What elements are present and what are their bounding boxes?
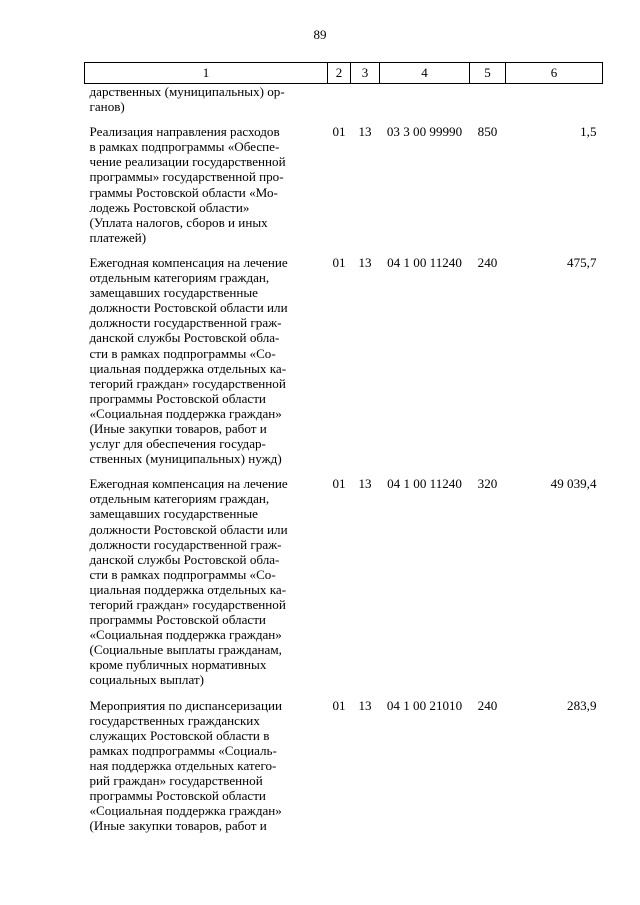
- description-line: граммы Ростовской области «Мо-: [89, 184, 278, 200]
- description-line: (Социальные выплаты гражданам,: [89, 642, 282, 658]
- cell-section: 01: [332, 254, 346, 270]
- column-header-1: 1: [85, 63, 328, 84]
- description-line: ганов): [89, 99, 125, 115]
- description-line: Мероприятия по диспансеризации: [89, 697, 282, 713]
- cell-expense-type: 240: [477, 254, 498, 270]
- description-line: лодежь Ростовской области»: [89, 199, 250, 215]
- cell-section: [328, 84, 351, 125]
- description-line: отдельным категориям граждан,: [89, 270, 270, 286]
- description-line: данской службы Ростовской обла-: [89, 330, 280, 346]
- cell-amount: [506, 84, 603, 125]
- description-line: кроме публичных нормативных: [89, 657, 267, 673]
- cell-target-article: 04 1 00 11240: [387, 254, 462, 270]
- cell-amount: 283,9: [567, 697, 597, 713]
- table-row: [85, 124, 603, 255]
- description-line: замещавших государственные: [89, 506, 258, 522]
- column-header-3: 3: [351, 63, 380, 84]
- table-row: [85, 255, 603, 476]
- cell-subsection: 13: [358, 697, 372, 713]
- table-row: [85, 698, 603, 844]
- description-line: «Социальная поддержка граждан»: [89, 627, 282, 643]
- cell-subsection: 13: [358, 124, 372, 140]
- description-line: ная поддержка отдельных катего-: [89, 757, 277, 773]
- column-header-4: 4: [380, 63, 470, 84]
- description-line: должности государственной граж-: [89, 536, 282, 552]
- column-header-2: 2: [328, 63, 351, 84]
- description-line: рамках подпрограммы «Социаль-: [89, 742, 277, 758]
- description-line: Ежегодная компенсация на лечение: [89, 254, 288, 270]
- description-line: Реализация направления расходов: [89, 124, 280, 140]
- column-header-5: 5: [470, 63, 506, 84]
- cell-expense-type: 320: [477, 476, 498, 492]
- description-line: ственных (муниципальных) нужд): [89, 451, 282, 467]
- description-line: служащих Ростовской области в: [89, 727, 270, 743]
- cell-subsection: [351, 84, 380, 125]
- description-line: программы Ростовской области: [89, 390, 266, 406]
- page-number: 89: [313, 27, 327, 42]
- cell-amount: 475,7: [567, 254, 597, 270]
- row-description: [85, 255, 328, 476]
- cell-expense-type: 850: [477, 124, 498, 140]
- description-line: «Социальная поддержка граждан»: [89, 405, 282, 421]
- description-line: государственных гражданских: [89, 712, 260, 728]
- description-line: дарственных (муниципальных) ор-: [89, 84, 285, 99]
- description-line: (Иные закупки товаров, работ и: [89, 818, 267, 834]
- row-description: [85, 84, 328, 125]
- description-line: услуг для обеспечения государ-: [89, 436, 266, 452]
- row-description: [85, 476, 328, 697]
- cell-amount: 49 039,4: [550, 476, 597, 492]
- cell-section: 01: [332, 124, 346, 140]
- description-line: сти в рамках подпрограммы «Со-: [89, 566, 276, 582]
- row-description: [85, 124, 328, 255]
- description-line: платежей): [89, 229, 147, 245]
- description-line: циальная поддержка отдельных ка-: [89, 360, 287, 376]
- cell-expense-type: [470, 84, 506, 125]
- description-line: программы Ростовской области: [89, 788, 266, 804]
- description-line: данской службы Ростовской обла-: [89, 551, 280, 567]
- cell-section: 01: [332, 476, 346, 492]
- cell-target-article: 04 1 00 21010: [386, 697, 463, 713]
- cell-subsection: 13: [358, 476, 372, 492]
- description-line: должности Ростовской области или: [89, 300, 288, 316]
- cell-subsection: 13: [358, 254, 372, 270]
- cell-expense-type: 240: [477, 697, 498, 713]
- budget-table: [84, 62, 603, 843]
- table-header-row: [85, 63, 603, 84]
- cell-section: 01: [332, 697, 346, 713]
- description-line: отдельным категориям граждан,: [89, 491, 270, 507]
- description-line: замещавших государственные: [89, 285, 258, 301]
- description-line: должности государственной граж-: [89, 315, 282, 331]
- description-line: чение реализации государственной: [89, 154, 286, 170]
- description-line: Ежегодная компенсация на лечение: [89, 476, 288, 492]
- cell-target-article: 03 3 00 99990: [386, 124, 463, 140]
- cell-amount: 1,5: [580, 124, 597, 140]
- description-line: программы» государственной про-: [89, 169, 284, 185]
- table-row: [85, 84, 603, 125]
- description-line: в рамках подпрограммы «Обеспе-: [89, 139, 280, 155]
- cell-target-article: [380, 84, 470, 125]
- column-header-6: 6: [506, 63, 603, 84]
- description-line: сти в рамках подпрограммы «Со-: [89, 345, 276, 361]
- description-line: тегорий граждан» государственной: [89, 375, 286, 391]
- description-line: циальная поддержка отдельных ка-: [89, 581, 287, 597]
- description-line: (Уплата налогов, сборов и иных: [89, 214, 268, 230]
- description-line: должности Ростовской области или: [89, 521, 288, 537]
- description-line: тегорий граждан» государственной: [89, 597, 286, 612]
- row-description: [85, 698, 328, 844]
- cell-target-article: 04 1 00 11240: [387, 476, 462, 492]
- description-line: рий граждан» государственной: [89, 773, 263, 789]
- description-line: «Социальная поддержка граждан»: [89, 803, 282, 819]
- description-line: социальных выплат): [89, 672, 205, 688]
- description-line: (Иные закупки товаров, работ и: [89, 420, 267, 436]
- table-row: [85, 476, 603, 697]
- description-line: программы Ростовской области: [89, 612, 266, 628]
